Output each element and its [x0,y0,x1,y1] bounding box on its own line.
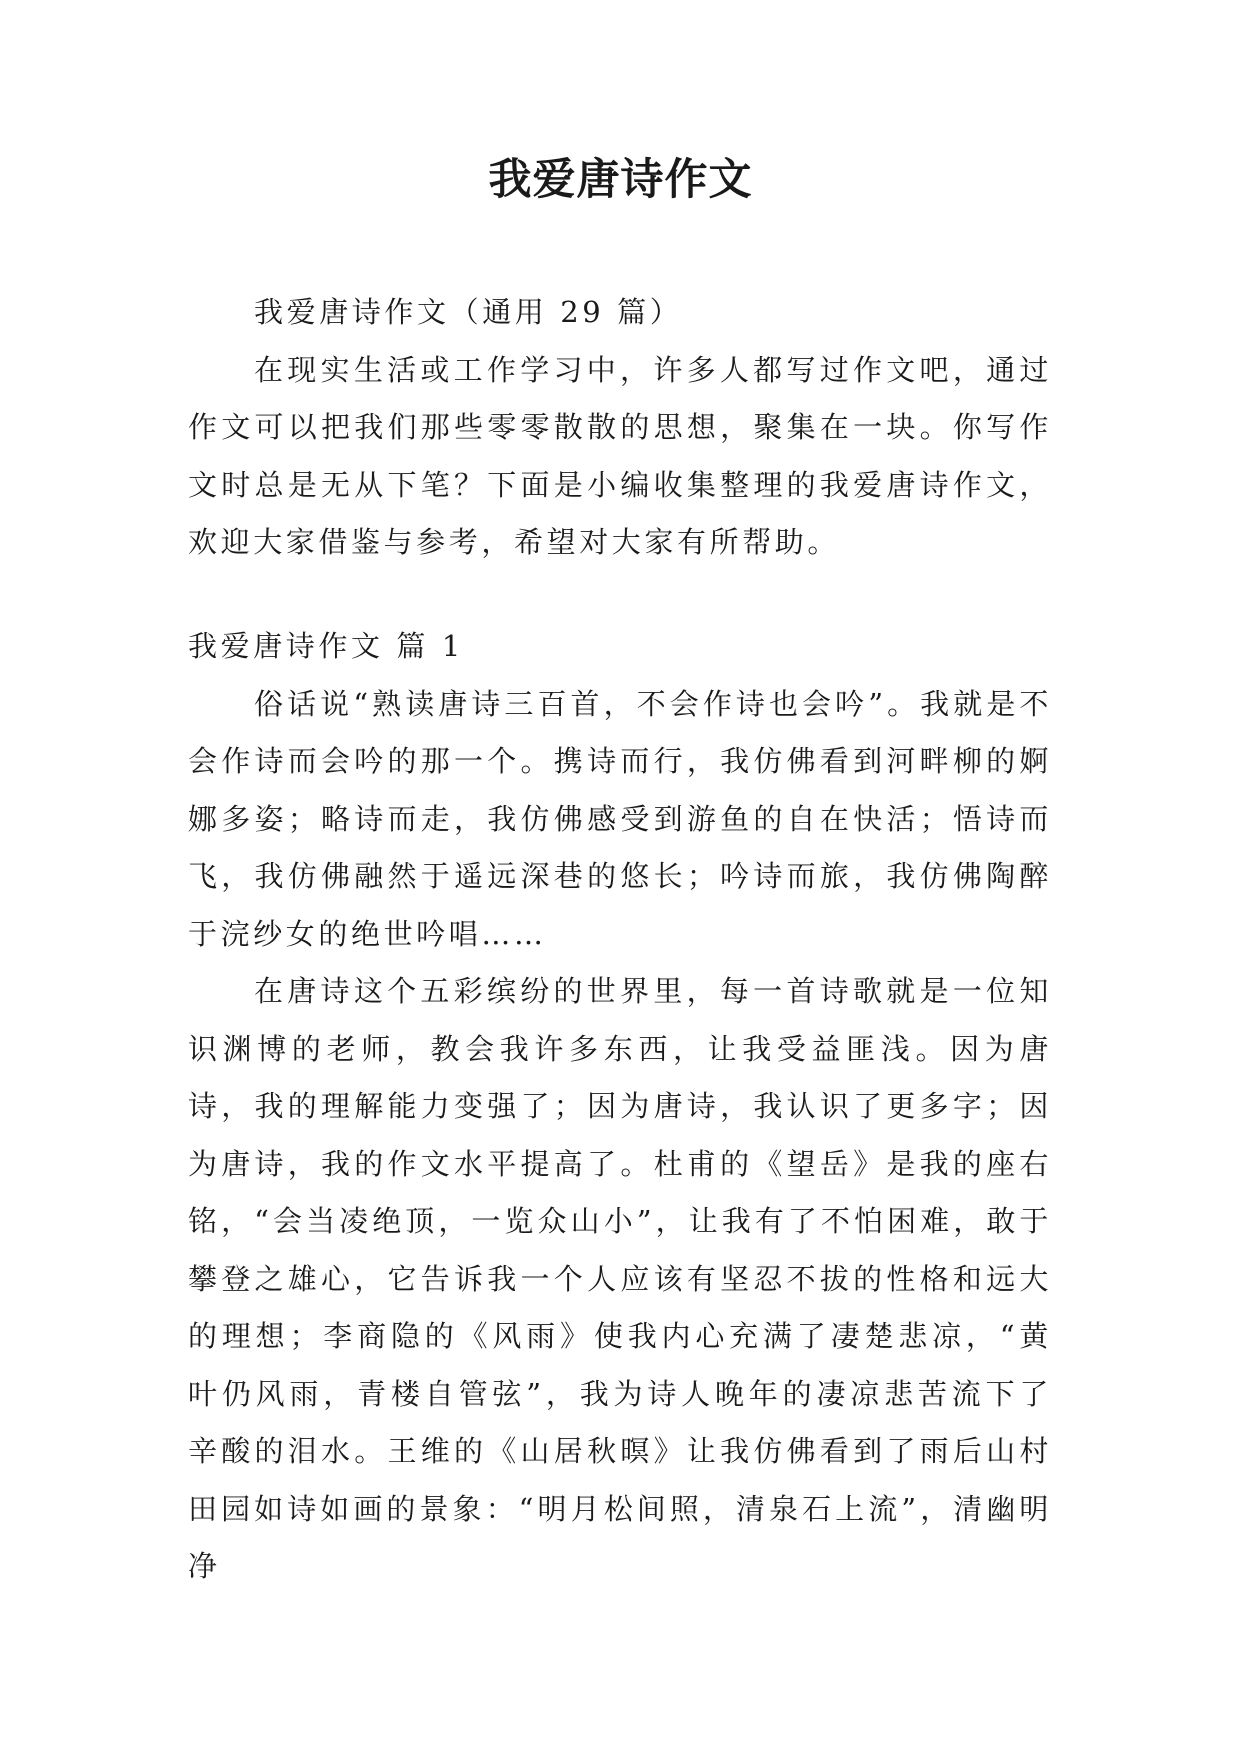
essay-paragraph-1: 俗话说“熟读唐诗三百首，不会作诗也会吟”。我就是不会作诗而会吟的那一个。携诗而行，我仿佛看到河畔柳的婀娜多姿；略诗而走，我仿佛感受到游鱼的自在快活；悟诗而飞，我仿佛融然于遥远深巷的悠长；吟诗而旅，我仿佛陶醉于浣纱女的绝世吟唱…… [188,686,1052,951]
essay-paragraph-2: 在唐诗这个五彩缤纷的世界里，每一首诗歌就是一位知识渊博的老师，教会我许多东西，让我受益匪浅。因为唐诗，我的理解能力变强了；因为唐诗，我认识了更多字；因为唐诗，我的作文水平提高了。杜甫的《望岳》是我的座右铭，“会当凌绝顶，一览众山小”，让我有了不怕困难，敢于攀登之雄心，它告诉我一个人应该有坚忍不拔的性格和远大的理想；李商隐的《风雨》使我内心充满了凄楚悲凉，“黄叶仍风雨，青楼自管弦”，我为诗人晚年的凄凉悲苦流下了辛酸的泪水。王维的《山居秋暝》让我仿佛看到了雨后山村田园如诗如画的景象：“明月松间照，清泉石上流”，清幽明净 [188,974,1052,1583]
essay-section-1 [188,618,1052,1596]
intro-paragraph: 在现实生活或工作学习中，许多人都写过作文吧，通过作文可以把我们那些零零散散的思想，聚集在一块。你写作文时总是无从下笔？下面是小编收集整理的我爱唐诗作文，欢迎大家借鉴与参考，希望对大家有所帮助。 [188,352,1052,559]
section-heading: 我爱唐诗作文 篇 1 [188,629,464,663]
intro-block [188,284,1052,572]
document-title: 我爱唐诗作文 [488,155,753,205]
document-subtitle: 我爱唐诗作文（通用 29 篇） [254,295,683,329]
